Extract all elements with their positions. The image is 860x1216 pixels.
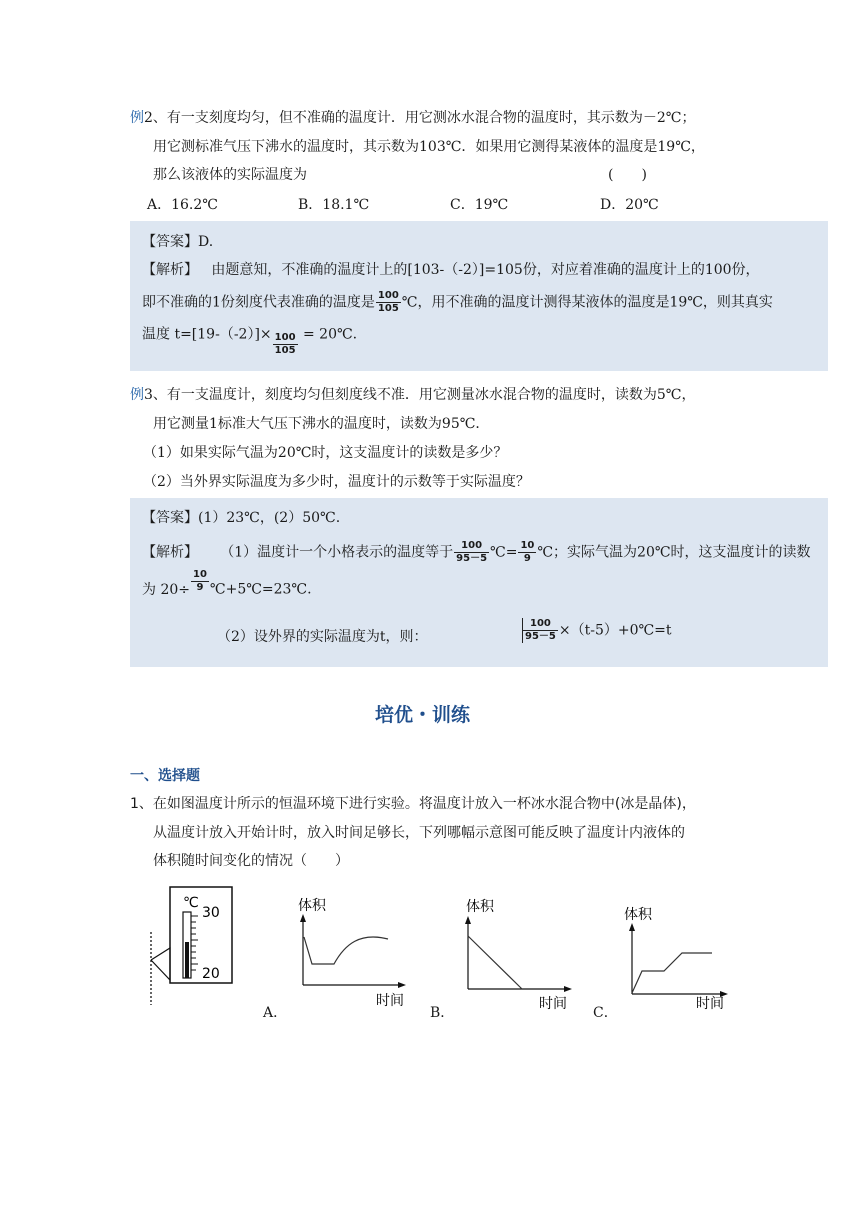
analysis-text: ℃+5℃=23℃. <box>209 581 312 598</box>
fraction-denominator: 95－5 <box>456 553 488 564</box>
fraction-denominator: 9 <box>196 582 204 593</box>
y-axis-label: 体积 <box>298 898 326 914</box>
x-axis-label: 时间 <box>539 996 567 1012</box>
example-3-question-2: （2）当外界实际温度为多少时，温度计的示数等于实际温度？ <box>143 474 530 490</box>
option-label-b: B． <box>430 1005 455 1021</box>
volume-line <box>632 953 712 993</box>
analysis-3-line-1 <box>142 540 811 565</box>
analysis-3-line-3: （2）设外界的实际温度为t，则： <box>217 629 428 645</box>
option-label-a: A． <box>263 1005 288 1021</box>
example-label: 例 <box>130 110 144 126</box>
fraction <box>454 540 489 565</box>
analysis-3-equation <box>521 618 672 643</box>
option-b: B．18.1℃ <box>298 197 370 213</box>
fraction-numerator: 100 <box>523 618 558 631</box>
y-axis-label: 体积 <box>466 899 494 915</box>
thermometer-frame <box>170 887 232 983</box>
example-3-question-1: （1）如果实际气温为20℃时，这支温度计的读数是多少？ <box>143 445 508 461</box>
graph-b <box>455 893 580 1013</box>
analysis-tag: 【解析】 <box>142 262 198 278</box>
example-2-stem: 2、有一支刻度均匀，但不准确的温度计．用它测冰水混合物的温度时，其示数为－2℃； <box>144 110 696 126</box>
x-axis-label: 时间 <box>376 993 404 1009</box>
analysis-text: ×（t-5）+0℃=t <box>558 622 672 639</box>
analysis-2-line-2 <box>142 290 773 315</box>
option-d: D．20℃ <box>600 197 659 213</box>
section-title: 培优・训练 <box>375 704 471 726</box>
x-axis-label: 时间 <box>696 996 724 1012</box>
fraction <box>376 290 401 315</box>
thermometer-ticks <box>191 916 198 970</box>
graph-a <box>290 892 415 1012</box>
analysis-text: 温度 t=[19-（-2）]× <box>142 326 272 343</box>
analysis-text: 为 20÷ <box>142 581 190 598</box>
thermometer-liquid <box>185 942 189 978</box>
example-label: 例 <box>130 387 144 403</box>
fraction-denominator: 9 <box>523 553 531 564</box>
example-3-stem: 3、有一支温度计，刻度均匀但刻度线不准．用它测量冰水混合物的温度时，读数为5℃， <box>144 387 696 403</box>
analysis-text: = 20℃. <box>302 326 358 343</box>
analysis-text: ℃= <box>490 544 518 561</box>
x-axis-arrow <box>564 986 572 992</box>
y-axis-arrow <box>300 914 306 922</box>
example-2-line-1 <box>130 107 695 127</box>
example-2-line-3: 那么该液体的实际温度为 <box>153 167 307 183</box>
analysis-2-line-1 <box>142 259 760 279</box>
y-axis-arrow <box>465 916 471 924</box>
thermometer-unit: ℃ <box>183 895 199 911</box>
question-1-line-3: 体积随时间变化的情况（ ） <box>153 853 349 869</box>
example-2-line-2: 用它测标准气压下沸水的温度时，其示数为103℃．如果用它测得某液体的温度是19℃， <box>153 139 705 155</box>
fraction <box>191 569 209 594</box>
fraction-denominator: 95－5 <box>525 631 556 642</box>
option-c: C．19℃ <box>450 197 509 213</box>
thermometer-label-bottom: 20 <box>202 966 220 982</box>
analysis-text: ℃；实际气温为20℃时，这支温度计的读数 <box>537 544 811 561</box>
fraction-numerator: 100 <box>454 540 489 553</box>
answer-3: 【答案】(1）23℃，(2）50℃. <box>142 510 341 526</box>
analysis-text: ℃，用不准确的温度计测得某液体的温度是19℃，则其真实 <box>401 294 773 311</box>
y-axis-arrow <box>629 923 635 931</box>
volume-line <box>468 936 522 989</box>
analysis-text: 由题意知，不准确的温度计上的[103-（-2）]=105份，对应着准确的温度计上的100份， <box>211 262 760 278</box>
fraction-numerator: 10 <box>193 569 207 580</box>
thermometer-label-top: 30 <box>202 905 220 921</box>
fraction <box>273 332 298 357</box>
analysis-2-line-3 <box>142 322 358 356</box>
graph-c <box>620 901 735 1016</box>
analysis-3-line-2 <box>142 569 312 602</box>
answer-parentheses: ( ) <box>608 167 647 183</box>
fraction-denominator: 105 <box>377 303 399 314</box>
option-label-c: C． <box>593 1005 618 1021</box>
option-a: A．16.2℃ <box>147 197 218 213</box>
fraction-numerator: 10 <box>520 540 535 551</box>
fraction <box>522 618 558 643</box>
fraction-numerator: 100 <box>274 332 296 343</box>
answer-2: 【答案】D. <box>142 234 214 250</box>
fraction-numerator: 100 <box>377 290 399 301</box>
y-axis-label: 体积 <box>624 907 652 923</box>
fraction <box>518 540 536 565</box>
analysis-text: （1）温度计一个小格表示的温度等于 <box>220 544 454 561</box>
fraction-denominator: 105 <box>274 345 296 356</box>
volume-curve <box>304 937 388 964</box>
bracket <box>151 948 170 980</box>
question-1-line-2: 从温度计放入开始计时，放入时间足够长，下列哪幅示意图可能反映了温度计内液体的 <box>153 825 685 841</box>
thermometer-figure <box>140 880 240 1010</box>
example-3-line-1 <box>130 384 695 404</box>
question-1-line-1: 1、在如图温度计所示的恒温环境下进行实验。将温度计放入一杯冰水混合物中(冰是晶体)， <box>130 796 696 812</box>
part-heading: 一、选择题 <box>130 768 200 784</box>
analysis-text: 即不准确的1份刻度代表准确的温度是 <box>142 294 375 311</box>
analysis-tag: 【解析】 <box>142 544 198 561</box>
x-axis-arrow <box>398 982 406 988</box>
example-3-line-2: 用它测量1标准大气压下沸水的温度时，读数为95℃． <box>153 416 490 432</box>
